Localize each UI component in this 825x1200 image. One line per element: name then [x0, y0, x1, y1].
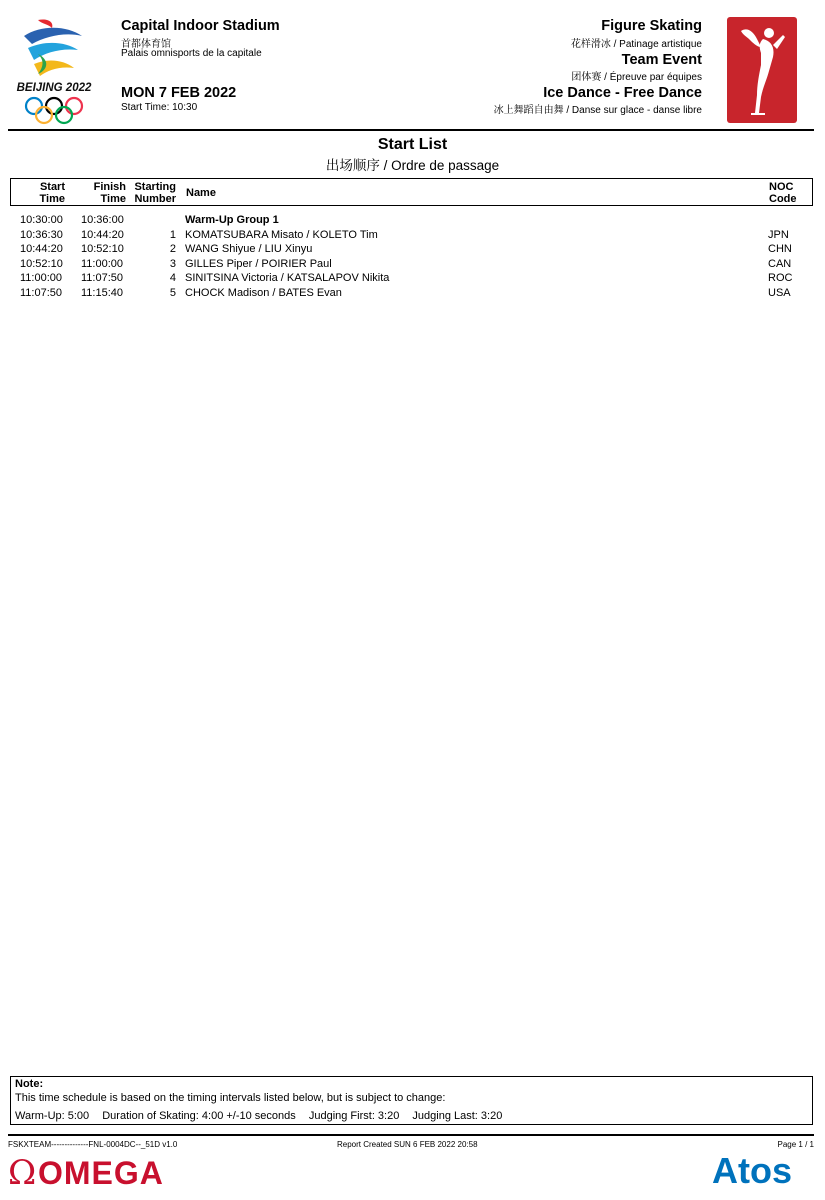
- row-finish-time: 10:52:10: [81, 243, 124, 255]
- table-row: [10, 242, 813, 256]
- header-starting-number: Starting Number: [134, 181, 176, 205]
- beijing-2022-logo-text: BEIJING 2022: [16, 82, 92, 94]
- row-name: CHOCK Madison / BATES Evan: [185, 287, 342, 299]
- row-name: KOMATSUBARA Misato / KOLETO Tim: [185, 229, 378, 241]
- row-noc: ROC: [768, 272, 793, 284]
- row-name: GILLES Piper / POIRIER Paul: [185, 258, 332, 270]
- beijing-2022-logo: [8, 14, 100, 126]
- report-created: Report Created SUN 6 FEB 2022 20:58: [337, 1140, 478, 1149]
- group-finish-time: 10:36:00: [81, 214, 124, 226]
- page-title: Start List: [377, 136, 448, 153]
- header-start-time: Start Time: [39, 181, 65, 205]
- table-row: [10, 257, 813, 271]
- row-start-time: 11:07:50: [20, 287, 63, 299]
- venue-name-cn: 首都体育馆: [121, 39, 171, 50]
- row-finish-time: 10:44:20: [81, 229, 124, 241]
- omega-symbol-icon: Ω: [8, 1153, 37, 1190]
- row-finish-time: 11:07:50: [81, 272, 124, 284]
- start-time: Start Time: 10:30: [121, 102, 198, 113]
- row-noc: CAN: [768, 258, 792, 270]
- row-starting-number: 2: [169, 243, 176, 255]
- page-subtitle: 出场顺序 / Ordre de passage: [325, 158, 500, 173]
- row-noc: USA: [768, 287, 791, 299]
- warmup-group-row: [10, 213, 813, 227]
- table-row: [10, 228, 813, 242]
- note-intervals: [15, 1110, 512, 1122]
- row-start-time: 10:52:10: [20, 258, 63, 270]
- table-row: [10, 286, 813, 300]
- note-warmup: Warm-Up: 5:00: [15, 1110, 90, 1122]
- table-header: [10, 178, 813, 206]
- note-text: This time schedule is based on the timing intervals listed below, but is subject to change:: [15, 1092, 446, 1104]
- note-judging-last: Judging Last: 3:20: [412, 1110, 503, 1122]
- row-start-time: 10:44:20: [20, 243, 63, 255]
- row-noc: CHN: [768, 243, 792, 255]
- document-code: FSKXTEAM--------------FNL-0004DC--_51D v1.0: [8, 1140, 178, 1149]
- venue-name: Capital Indoor Stadium: [121, 18, 280, 34]
- event-title: Team Event: [621, 52, 702, 68]
- atos-wordmark: Atos: [712, 1150, 792, 1188]
- note-label: Note:: [15, 1078, 44, 1090]
- figure-skating-pictogram-icon: [727, 17, 797, 123]
- row-starting-number: 3: [169, 258, 176, 270]
- sport-title: Figure Skating: [601, 18, 702, 34]
- venue-name-fr: Palais omnisports de la capitale: [121, 48, 262, 59]
- header-name: Name: [186, 187, 216, 199]
- event-date: MON 7 FEB 2022: [121, 85, 237, 101]
- phase-title: Ice Dance - Free Dance: [543, 85, 702, 101]
- row-noc: JPN: [768, 229, 789, 241]
- row-finish-time: 11:15:40: [81, 287, 124, 299]
- row-starting-number: 4: [169, 272, 176, 284]
- omega-wordmark: OMEGA: [38, 1155, 164, 1190]
- header-noc-code: NOC Code: [769, 181, 797, 205]
- row-name: SINITSINA Victoria / KATSALAPOV Nikita: [185, 272, 390, 284]
- phase-subtitle: 冰上舞蹈自由舞 / Danse sur glace - danse libre: [493, 105, 702, 116]
- footer-divider: [8, 1134, 814, 1136]
- note-duration: Duration of Skating: 4:00 +/-10 seconds: [102, 1110, 296, 1122]
- atos-logo: [712, 1150, 816, 1188]
- table-row: [10, 271, 813, 285]
- row-name: WANG Shiyue / LIU Xinyu: [185, 243, 313, 255]
- page-number: Page 1 / 1: [777, 1140, 814, 1149]
- header-divider: [8, 129, 814, 131]
- header-finish-time: Finish Time: [93, 181, 126, 205]
- row-start-time: 10:36:30: [20, 229, 63, 241]
- group-label: Warm-Up Group 1: [185, 214, 279, 226]
- row-finish-time: 11:00:00: [81, 258, 124, 270]
- row-starting-number: 5: [169, 287, 176, 299]
- sport-subtitle: 花样滑冰 / Patinage artistique: [570, 39, 702, 50]
- event-subtitle: 团体赛 / Épreuve par équipes: [571, 72, 702, 83]
- group-start-time: 10:30:00: [20, 214, 63, 226]
- note-box: [10, 1076, 813, 1125]
- note-judging-first: Judging First: 3:20: [308, 1110, 400, 1122]
- omega-logo: [8, 1152, 198, 1190]
- row-start-time: 11:00:00: [20, 272, 63, 284]
- row-starting-number: 1: [169, 229, 176, 241]
